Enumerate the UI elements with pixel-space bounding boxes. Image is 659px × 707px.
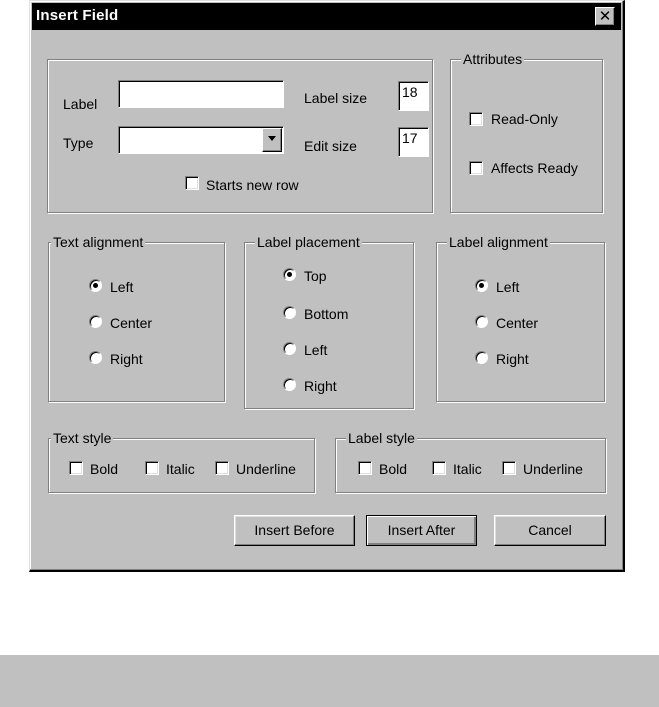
label-italic-checkbox[interactable] [432,461,446,475]
label-place-bottom-radio[interactable] [283,306,296,319]
window-title: Insert Field [36,7,119,24]
label-style-legend: Label style [348,430,415,446]
label-placement-group [244,234,414,409]
attributes-legend: Attributes [463,51,523,67]
cancel-button[interactable]: Cancel [494,515,606,546]
background-panel [0,655,659,707]
type-caption: Type [63,135,94,151]
attributes-group [450,51,603,213]
read-only-checkbox[interactable] [469,112,483,126]
text-alignment-legend: Text alignment [53,234,144,250]
label-alignment-legend: Label alignment [449,234,548,250]
type-select[interactable] [118,126,284,154]
label-align-right-radio[interactable] [475,351,488,364]
label-place-right-radio[interactable] [283,378,296,391]
text-align-right-radio[interactable] [89,351,102,364]
text-underline-checkbox[interactable] [215,461,229,475]
label-alignment-group [436,234,605,402]
read-only-label: Read-Only [491,111,558,127]
label-input[interactable] [118,80,284,108]
label-caption: Label [63,96,98,112]
label-underline-label: Underline [523,461,583,477]
text-bold-checkbox[interactable] [69,461,83,475]
insert-after-button[interactable]: Insert After [366,515,477,546]
label-place-top-label: Top [304,268,327,284]
label-style-group [335,430,606,493]
dropdown-arrow-icon [268,136,276,141]
label-align-center-radio[interactable] [475,315,488,328]
label-place-top-radio[interactable] [283,268,296,281]
label-align-right-label: Right [496,351,529,367]
text-align-center-radio[interactable] [89,315,102,328]
label-place-bottom-label: Bottom [304,306,349,322]
field-properties-group [47,59,433,213]
text-style-legend: Text style [53,430,112,446]
label-place-right-label: Right [304,378,337,394]
affects-ready-label: Affects Ready [491,160,578,176]
starts-new-row-label: Starts new row [206,177,299,193]
text-italic-checkbox[interactable] [145,461,159,475]
affects-ready-checkbox[interactable] [469,161,483,175]
label-bold-label: Bold [379,461,408,477]
insert-field-dialog [29,0,625,572]
text-alignment-group [48,234,225,402]
label-size-caption: Label size [304,90,368,106]
close-icon: ✕ [598,7,612,25]
label-size-value: 18 [402,84,418,100]
text-bold-label: Bold [90,461,119,477]
close-button[interactable] [595,7,615,26]
insert-before-button[interactable]: Insert Before [234,515,355,546]
starts-new-row-checkbox[interactable] [185,176,199,190]
text-style-group [48,430,315,493]
text-align-right-label: Right [110,351,143,367]
label-align-left-radio[interactable] [475,279,488,292]
edit-size-caption: Edit size [304,138,357,154]
label-size-input[interactable] [398,81,429,111]
text-underline-label: Underline [236,461,296,477]
label-align-left-label: Left [496,279,520,295]
text-align-center-label: Center [110,315,153,331]
label-bold-checkbox[interactable] [358,461,372,475]
title-bar[interactable] [32,3,621,30]
text-align-left-radio[interactable] [89,279,102,292]
label-placement-legend: Label placement [257,234,360,250]
edit-size-value: 17 [402,130,418,146]
label-underline-checkbox[interactable] [502,461,516,475]
text-align-left-label: Left [110,279,134,295]
label-place-left-label: Left [304,342,328,358]
text-italic-label: Italic [166,461,195,477]
label-align-center-label: Center [496,315,539,331]
type-dropdown-button[interactable] [262,128,282,152]
label-place-left-radio[interactable] [283,342,296,355]
edit-size-input[interactable] [398,127,429,157]
label-italic-label: Italic [453,461,482,477]
